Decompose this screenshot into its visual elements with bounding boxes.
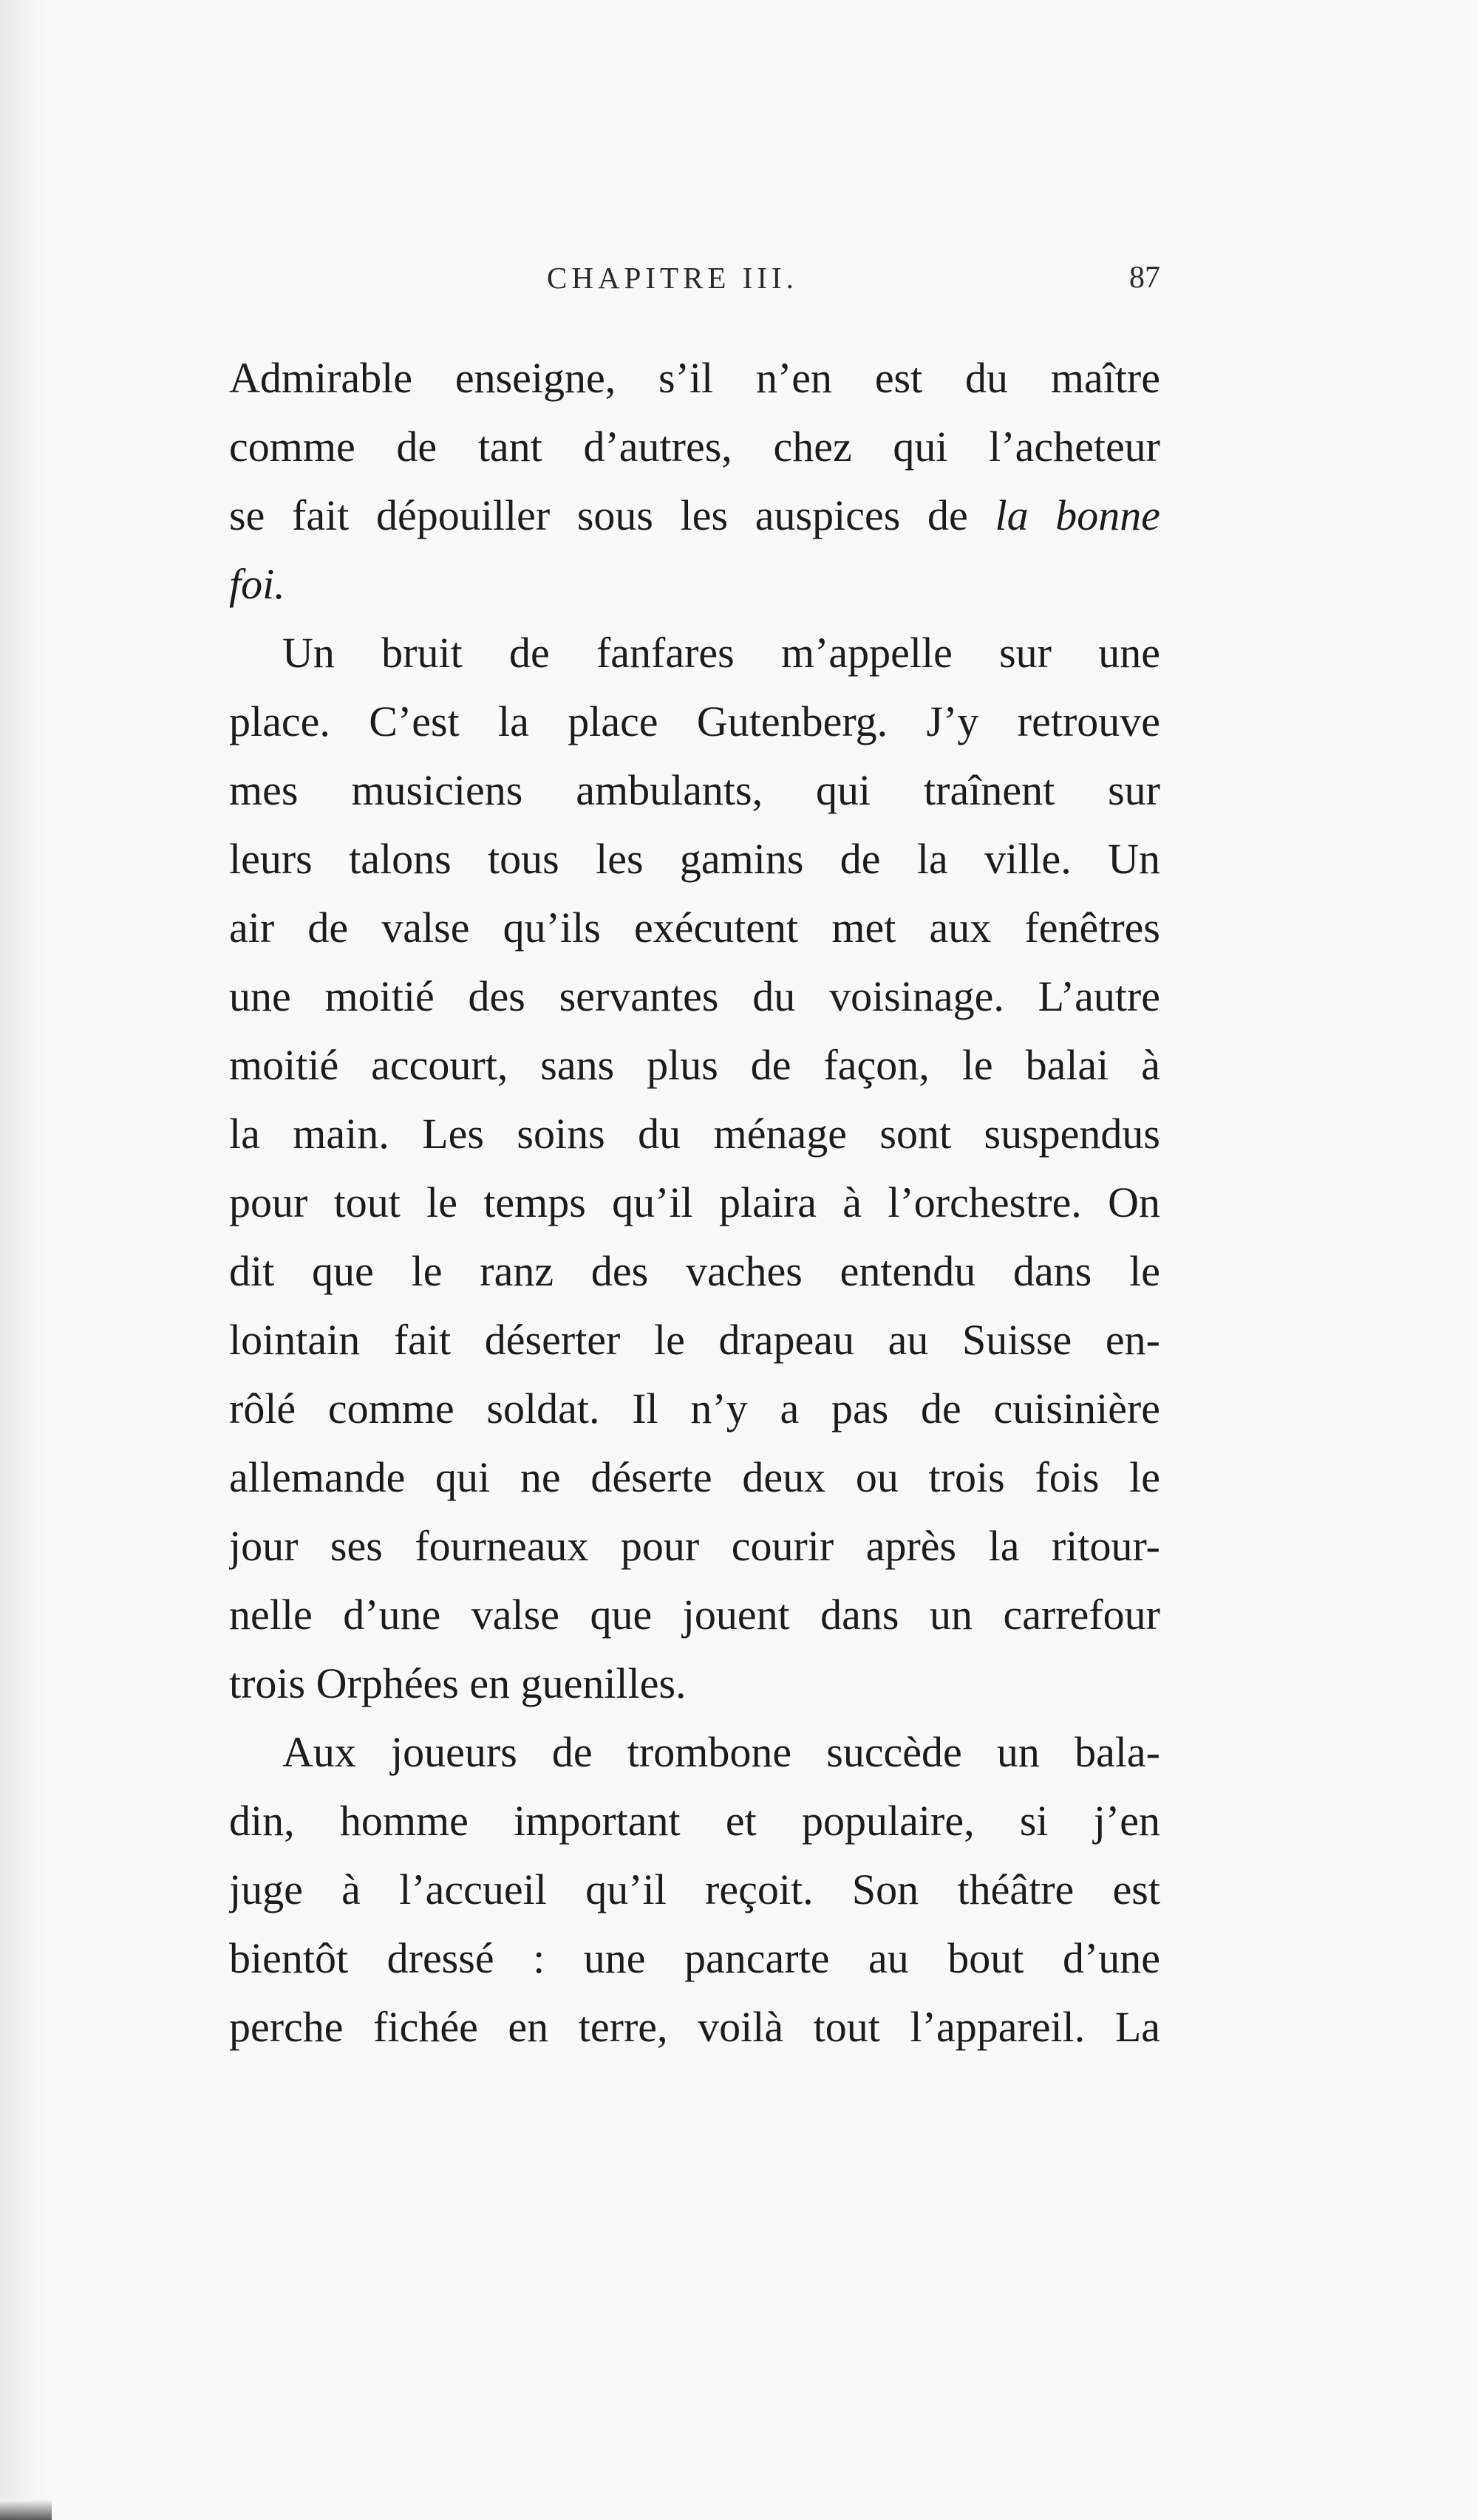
text-line: se fait dépouiller sous les auspices de la bonne <box>229 491 1160 539</box>
page-number: 87 <box>1129 261 1160 295</box>
text-line: comme de tant d’autres, chez qui l’acheteur <box>229 423 1160 471</box>
text-line: leurs talons tous les gamins de la ville. Un <box>229 835 1160 883</box>
text-line: moitié accourt, sans plus de façon, le balai à <box>229 1041 1160 1089</box>
text-line: jour ses fourneaux pour courir après la ritour- <box>229 1522 1160 1570</box>
text-line: din, homme important et populaire, si j’en <box>229 1797 1160 1845</box>
scan-edge-mark <box>0 2499 52 2520</box>
text-line: lointain fait déserter le drapeau au Suisse en- <box>229 1316 1160 1364</box>
text-line: air de valse qu’ils exécutent met aux fenêtres <box>229 904 1160 952</box>
text-line: la main. Les soins du ménage sont suspendus <box>229 1110 1160 1158</box>
text-line: Admirable enseigne, s’il n’en est du maître <box>229 354 1160 402</box>
text-line: rôlé comme soldat. Il n’y a pas de cuisinière <box>229 1384 1160 1433</box>
text-line: dit que le ranz des vaches entendu dans le <box>229 1247 1160 1295</box>
italic-word: foi. <box>229 560 285 608</box>
text-line: place. C’est la place Gutenberg. J’y retrouve <box>229 697 1160 745</box>
text-line: mes musiciens ambulants, qui traînent sur <box>229 766 1160 814</box>
text-line: nelle d’une valse que jouent dans un carrefour <box>229 1591 1160 1639</box>
text-line: juge à l’accueil qu’il reçoit. Son théâtre est <box>229 1865 1160 1913</box>
text-line: pour tout le temps qu’il plaira à l’orchestre. On <box>229 1178 1160 1226</box>
text-line: perche fichée en terre, voilà tout l’appareil. La <box>229 2003 1160 2051</box>
chapter-title: CHAPITRE III. <box>547 261 798 295</box>
text-line <box>229 550 1160 618</box>
italic-phrase: la bonne <box>995 491 1160 539</box>
paragraph-start-line: Un bruit de fanfares m’appelle sur une <box>282 629 1160 677</box>
text-line: une moitié des servantes du voisinage. L’autre <box>229 972 1160 1020</box>
running-head <box>229 260 1160 304</box>
text-line: allemande qui ne déserte deux ou trois fois le <box>229 1453 1160 1501</box>
body-text <box>229 344 1160 2061</box>
text-line: bientôt dressé : une pancarte au bout d’une <box>229 1934 1160 1982</box>
paragraph-start-line: Aux joueurs de trombone succède un bala- <box>282 1728 1160 1776</box>
text-line: trois Orphées en guenilles. <box>229 1659 687 1707</box>
binding-gutter <box>0 0 52 2520</box>
